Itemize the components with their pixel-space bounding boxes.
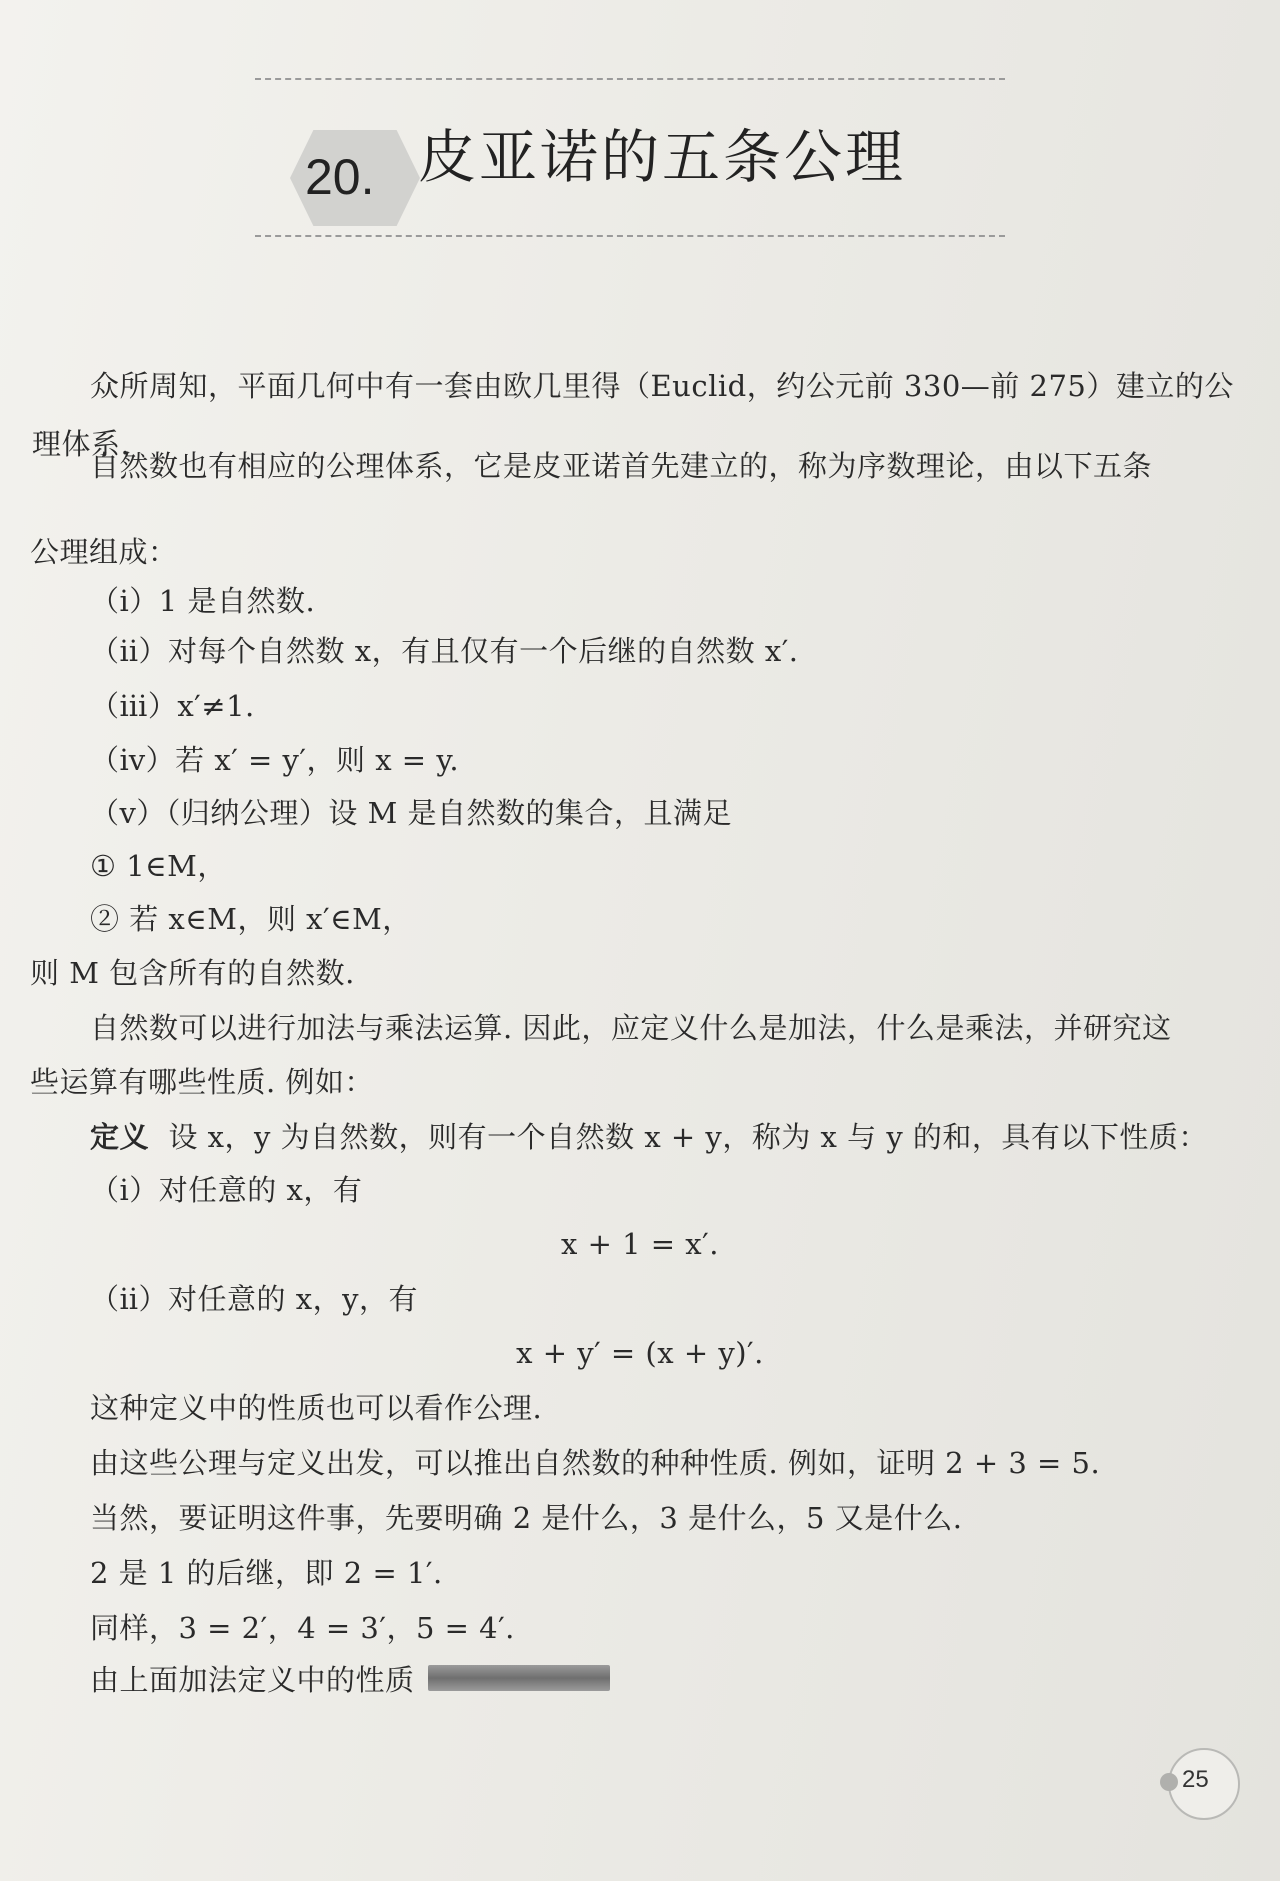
equation-1: x + 1 = x′. [561, 1227, 719, 1261]
paragraph-line: 自然数也有相应的公理体系，它是皮亚诺首先建立的，称为序数理论，由以下五条 [90, 449, 1153, 483]
definition-line [90, 1119, 1208, 1155]
paragraph-line: 公理组成： [30, 535, 178, 569]
redaction-bar [428, 1665, 610, 1691]
paragraph-line: 些运算有哪些性质. 例如： [30, 1065, 374, 1099]
axiom-4: （ⅳ）若 x′ = y′，则 x = y. [90, 743, 460, 777]
axiom-1: （ⅰ）1 是自然数. [90, 584, 316, 618]
axiom-5: （ⅴ）（归纳公理）设 M 是自然数的集合，且满足 [90, 796, 733, 830]
condition-1: ① 1∈M， [90, 849, 227, 883]
section-title: 皮亚诺的五条公理 [418, 123, 907, 191]
axiom-3: （ⅲ）x′≠1. [90, 689, 255, 723]
paragraph-line: 由这些公理与定义出发，可以推出自然数的种种性质. 例如，证明 2 + 3 = 5. [90, 1446, 1101, 1480]
axiom-2: （ⅱ）对每个自然数 x，有且仅有一个后继的自然数 x′. [90, 634, 799, 668]
paragraph-line: 当然，要证明这件事，先要明确 2 是什么，3 是什么，5 又是什么. [90, 1501, 963, 1535]
page-number: 25 [1182, 1766, 1209, 1793]
definition-property-1: （ⅰ）对任意的 x，有 [90, 1173, 363, 1207]
paragraph-line: 众所周知，平面几何中有一套由欧几里得（Euclid，约公元前 330—前 275）建立的公 [90, 369, 1234, 403]
paragraph-line: 自然数可以进行加法与乘法运算. 因此，应定义什么是加法，什么是乘法，并研究这 [90, 1011, 1172, 1045]
paragraph-line: 这种定义中的性质也可以看作公理. [90, 1391, 543, 1425]
definition-label: 定义 [90, 1120, 150, 1154]
condition-2: ② 若 x∈M，则 x′∈M， [90, 902, 412, 936]
section-number: 20. [305, 149, 375, 205]
paragraph-line: 理体系. [32, 427, 131, 461]
definition-property-2: （ⅱ）对任意的 x，y，有 [90, 1282, 419, 1316]
equation-2: x + y′ = (x + y)′. [516, 1336, 764, 1370]
paragraph-line: 由上面加法定义中的性质 [90, 1663, 415, 1697]
paragraph-line: 同样，3 = 2′，4 = 3′，5 = 4′. [90, 1611, 515, 1645]
paragraph-line: 则 M 包含所有的自然数. [30, 956, 355, 990]
paragraph-line: 2 是 1 的后继，即 2 = 1′. [90, 1556, 443, 1590]
definition-text: 设 x，y 为自然数，则有一个自然数 x + y，称为 x 与 y 的和，具有以下性质： [168, 1120, 1208, 1154]
page-number-dot [1160, 1773, 1178, 1791]
